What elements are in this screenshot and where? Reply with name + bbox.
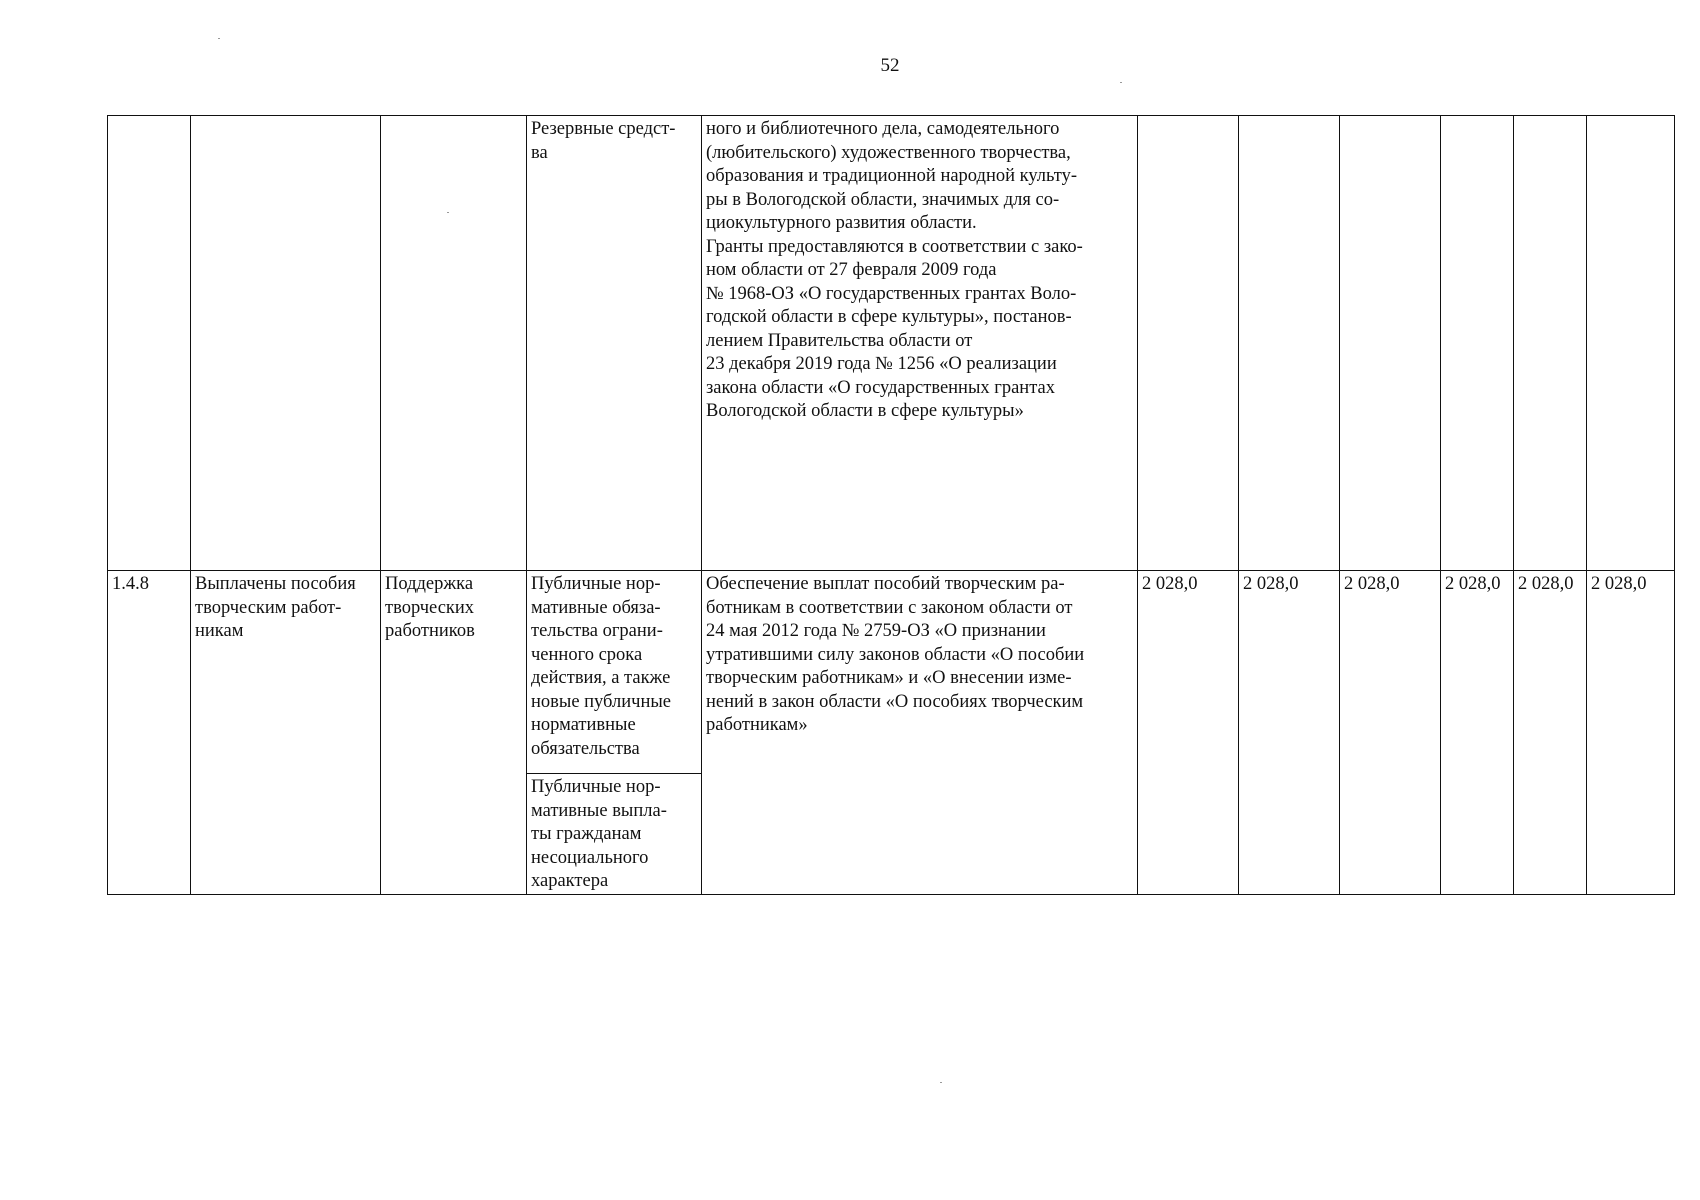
table-row [108,116,1675,571]
cell-description: Обеспечение выплат пособий творческим ра- ботникам в соответствии с законом области от 24 мая 2012 года № 2759-ОЗ «О признании утратившими силу законов области «О пособии творческим работникам» и «О внесении изме- нений в закон области «О пособиях творческим работникам» [702,571,1138,895]
cell-source-type: Публичные нор- мативные выпла- ты гражданам несоциального характера [527,774,702,895]
cell-source-type: Резервные средст- ва [527,116,702,571]
cell-source-type: Публичные нор- мативные обяза- тельства ограни- ченного срока действия, а также новые публичные нормативные обязательства [527,571,702,774]
cell-value [1441,116,1514,571]
cell-value [1239,116,1340,571]
cell-value [1514,116,1587,571]
scan-speck [940,1082,942,1083]
cell-value: 2 028,0 [1340,571,1441,895]
cell-value: 2 028,0 [1514,571,1587,895]
cell-value [1138,116,1239,571]
cell-result [191,116,381,571]
scan-speck [218,38,220,39]
cell-number [108,116,191,571]
scan-speck [447,212,449,213]
table-row [108,571,1675,774]
cell-number: 1.4.8 [108,571,191,895]
cell-value: 2 028,0 [1138,571,1239,895]
cell-value [1340,116,1441,571]
cell-value [1587,116,1675,571]
cell-event [381,116,527,571]
page-number: 52 [880,55,900,76]
cell-result: Выплачены пособия творческим работ- никам [191,571,381,895]
scan-speck [1120,82,1122,83]
cell-value: 2 028,0 [1239,571,1340,895]
cell-description: ного и библиотечного дела, самодеятельного (любительского) художественного творчества, образования и традиционной народной культу- ры в Вологодской области, значимых для со- циокультурного развития области. Гранты предоставляются в соответствии с зако- ном области от 27 февраля 2009 года № 1968-ОЗ «О государственных грантах Воло- годской области в сфере культуры», постанов- лением Правительства области от 23 декабря 2019 года № 1256 «О реализации закона области «О государственных грантах Вологодской области в сфере культуры» [702,116,1138,571]
cell-value: 2 028,0 [1587,571,1675,895]
program-table [107,115,1675,895]
cell-event: Поддержка творческих работников [381,571,527,895]
cell-value: 2 028,0 [1441,571,1514,895]
